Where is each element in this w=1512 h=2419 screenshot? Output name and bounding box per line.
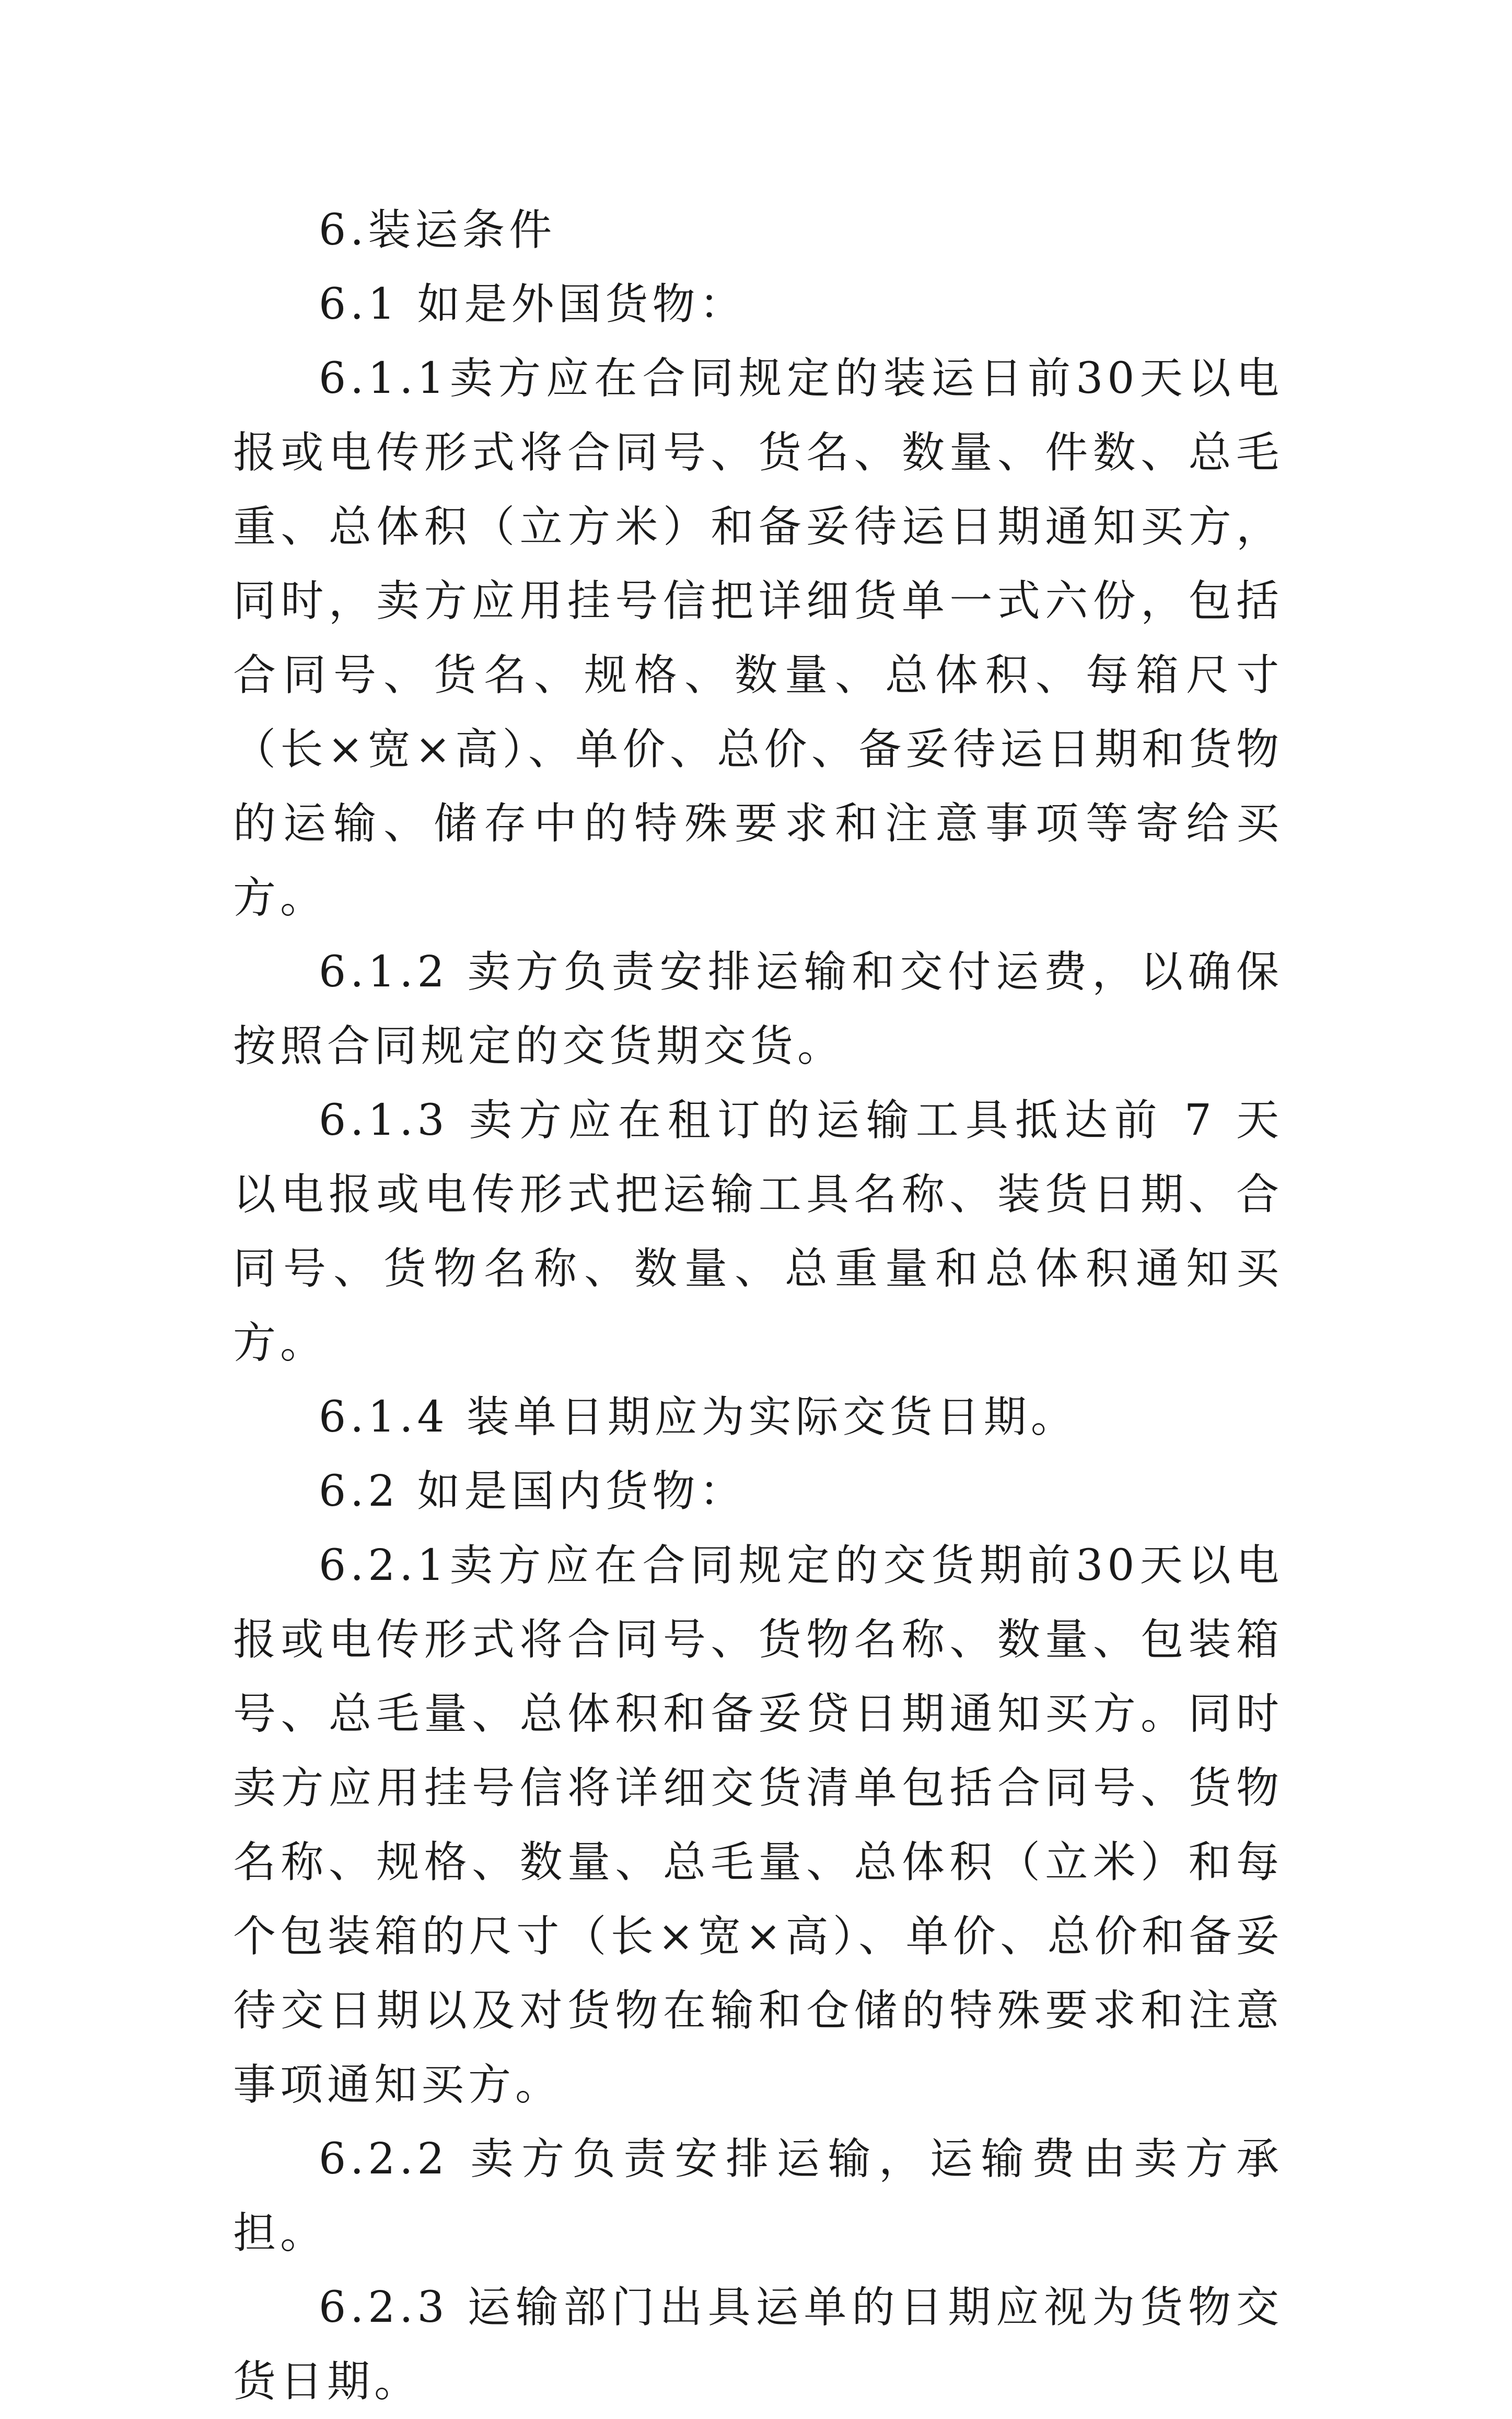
section-heading-6: 6.装运条件 — [319, 205, 556, 255]
clause-6-1-4: 6.1.4 装单日期应为实际交货日期。 — [319, 1392, 1078, 1442]
clause-6-1: 6.1 如是外国货物： — [319, 280, 747, 329]
clause-6-2-2: 6.2.2 卖方负责安排运输，运输费由卖方承担。 — [233, 2134, 1283, 2258]
clause-6-1-3: 6.1.3 卖方应在租订的运输工具抵达前 7 天以电报或电传形式把运输工具名称、装货日期、合同号、货物名称、数量、总重量和总体积通知买方。 — [233, 1096, 1283, 1368]
clause-6-2: 6.2 如是国内货物： — [319, 1467, 747, 1516]
clause-6-1-2: 6.1.2 卖方负责安排运输和交付运费，以确保按照合同规定的交货期交货。 — [233, 947, 1283, 1071]
clause-6-2-1: 6.2.1卖方应在合同规定的交货期前30天以电报或电传形式将合同号、货物名称、数量、包装箱号、总毛量、总体积和备妥贷日期通知买方。同时卖方应用挂号信将详细交货清单包括合同号、货物名称、规格、数量、总毛量、总体积（立米）和每个包装箱的尺寸（长×宽×高）、单价、总价和备妥待交日期以及对货物在输和仓储的特殊要求和注意事项通知买方。 — [233, 1541, 1283, 2110]
clause-6-2-3: 6.2.3 运输部门出具运单的日期应视为货物交货日期。 — [233, 2283, 1283, 2406]
document-body — [233, 193, 1283, 2419]
clause-6-1-1: 6.1.1卖方应在合同规定的装运日前30天以电报或电传形式将合同号、货名、数量、件数、总毛重、总体积（立方米）和备妥待运日期通知买方，同时，卖方应用挂号信把详细货单一式六份，包括合同号、货名、规格、数量、总体积、每箱尺寸（长×宽×高）、单价、总价、备妥待运日期和货物的运输、储存中的特殊要求和注意事项等寄给买方。 — [233, 354, 1283, 923]
